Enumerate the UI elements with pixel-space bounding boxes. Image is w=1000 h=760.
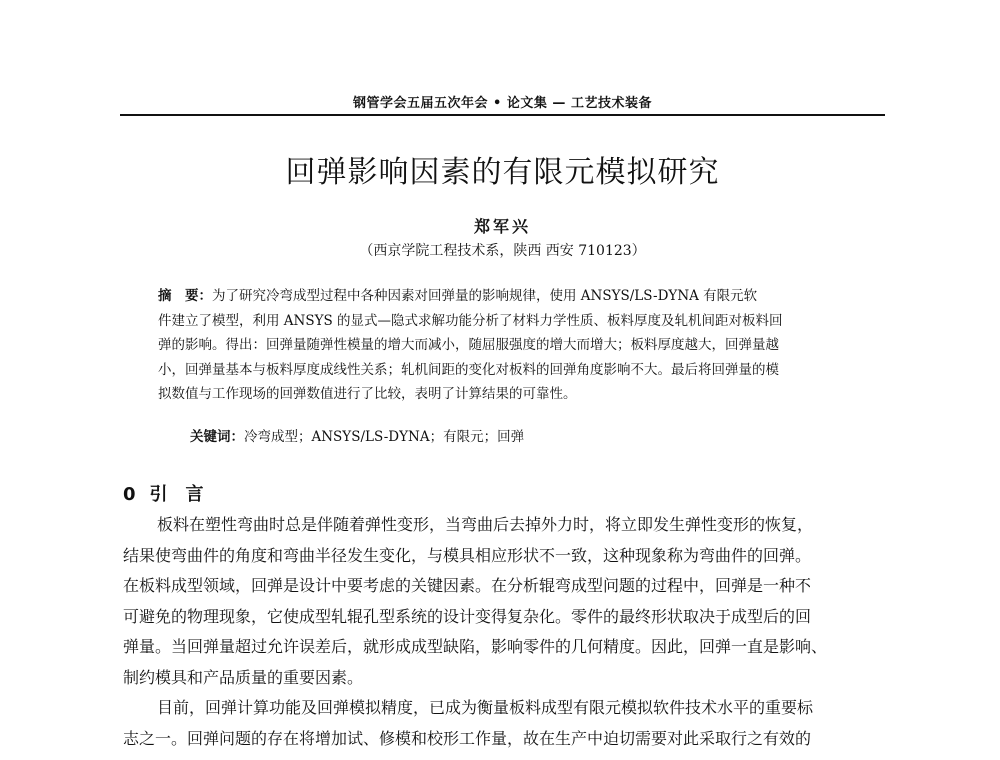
section-number: 0 — [123, 484, 136, 505]
keywords — [190, 425, 524, 445]
abstract-line — [158, 284, 858, 309]
abstract-line: 拟数值与工作现场的回弹数值进行了比较，表明了计算结果的可靠性。 — [158, 386, 577, 402]
header-rule — [120, 114, 885, 116]
paragraph-line: 志之一。回弹问题的存在将增加试、修模和校形工作量，故在生产中迫切需要对此采取行之有效的 — [123, 728, 812, 748]
abstract-line: 小，回弹量基本与板料厚度成线性关系；轧机间距的变化对板料的回弹角度影响不大。最后将回弹量的模 — [158, 361, 779, 378]
paper-title: 回弹影响因素的有限元模拟研究 — [285, 155, 720, 190]
paragraph-line: 制约模具和产品质量的重要因素。 — [123, 667, 364, 687]
abstract-label: 摘 要： — [158, 288, 212, 304]
paragraph-line: 结果使弯曲件的角度和弯曲半径发生变化，与模具相应形状不一致，这种现象称为弯曲件的回弹。 — [123, 545, 812, 565]
body-text — [123, 510, 886, 754]
abstract-line: 件建立了模型，利用 ANSYS 的显式—隐式求解功能分析了材料力学性质、板料厚度及轧机间距对板料回 — [158, 312, 783, 329]
author-name: 郑军兴 — [473, 217, 531, 236]
paragraph-line: 板料在塑性弯曲时总是伴随着弹性变形，当弯曲后去掉外力时，将立即发生弹性变形的恢复， — [157, 515, 814, 534]
paragraph-line: 在板料成型领域，回弹是设计中要考虑的关键因素。在分析辊弯成型问题的过程中，回弹是一种不 — [123, 576, 812, 595]
abstract-line: 弹的影响。得出：回弹量随弹性模量的增大而减小，随屈服强度的增大而增大；板料厚度越大，回弹量越 — [158, 337, 779, 353]
section-title: 引言 — [149, 484, 222, 505]
abstract — [158, 284, 858, 407]
running-head: 钢管学会五届五次年会 • 论文集 — 工艺技术装备 — [353, 96, 652, 111]
keywords-text: 冷弯成型；ANSYS/LS-DYNA；有限元；回弹 — [244, 429, 525, 445]
author-affiliation: （西京学院工程技术系，陕西 西安 710123） — [359, 243, 646, 259]
paragraph-line: 弹量。当回弹量超过允许误差后，就形成成型缺陷，影响零件的几何精度。因此，回弹一直是影响、 — [123, 637, 828, 656]
paragraph-line: 目前，回弹计算功能及回弹模拟精度，已成为衡量板料成型有限元模拟软件技术水平的重要标 — [157, 698, 814, 717]
abstract-text: 为了研究冷弯成型过程中各种因素对回弹量的影响规律，使用 ANSYS/LS-DYNA 有限元软 — [212, 288, 758, 304]
paragraph-line: 可避免的物理现象，它使成型轧辊孔型系统的设计变得复杂化。零件的最终形状取决于成型后的回 — [123, 606, 812, 626]
section-heading — [123, 480, 222, 506]
keywords-label: 关键词： — [190, 429, 244, 445]
